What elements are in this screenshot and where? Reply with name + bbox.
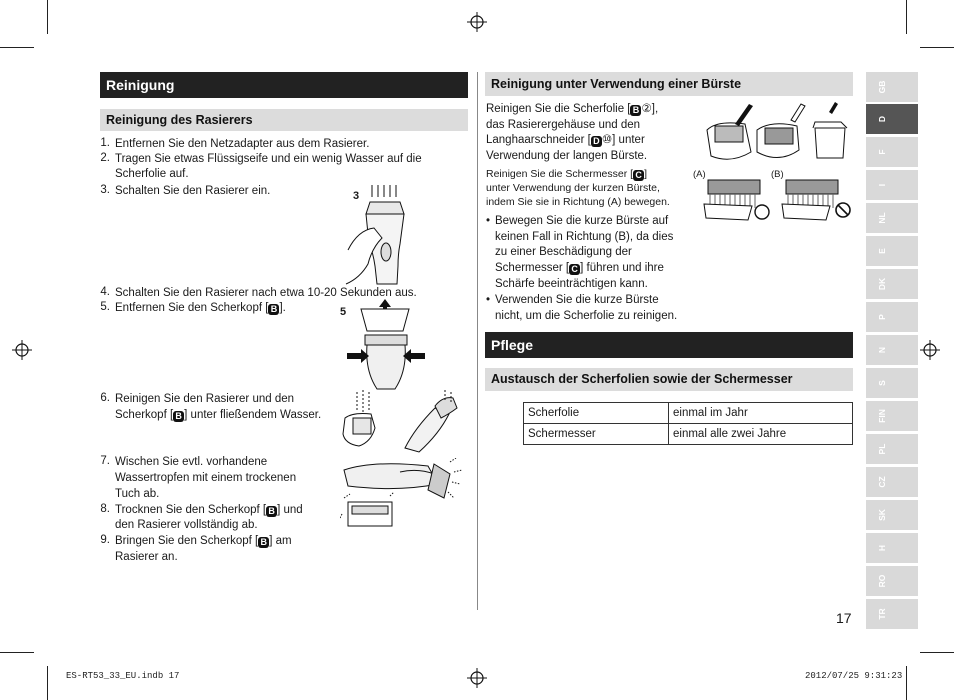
bullet-item: • Bewegen Sie die kurze Bürste auf keinen Fall in Richtung (B), da dies zu einer Beschädigung der Schermesser [ C ] führen und ihre Schärfe beeinträchtigen kann. — [486, 215, 674, 290]
language-tab-label: DK — [877, 277, 887, 291]
table-cell: einmal im Jahr — [669, 403, 853, 424]
registration-target-icon — [920, 340, 940, 360]
step-number: 5. — [100, 301, 110, 313]
language-tab-cz[interactable] — [866, 467, 918, 497]
step-number: 6. — [100, 392, 110, 404]
crop-mark — [47, 666, 48, 700]
step-text: Scherkopf [ B ] unter fließendem Wasser. — [115, 409, 322, 421]
brush-cleaning-illustration — [695, 100, 855, 170]
step-number: 3. — [100, 184, 110, 196]
step-number: 7. — [100, 455, 110, 467]
paragraph-text: Reinigen Sie die Scherfolie [ B ②], das Rasierergehäuse und den Langhaarschneider [ D ⑩] unter Verwendung der langen Bürste. — [486, 103, 659, 162]
language-tab-p[interactable] — [866, 302, 918, 332]
crop-mark — [0, 652, 34, 653]
step-text: den Rasierer vollständig ab. — [115, 519, 258, 531]
language-tab-tr[interactable] — [866, 599, 918, 629]
step-text: Rasierer an. — [115, 551, 178, 563]
step-text: Schalten Sie den Rasierer nach etwa 10-20 Sekunden aus. — [115, 287, 417, 299]
key-c-icon: C — [633, 170, 644, 181]
column-divider — [477, 72, 478, 610]
key-d-icon: D — [591, 136, 602, 147]
step-text: Schalten Sie den Rasierer ein. — [115, 185, 271, 197]
step-text: Entfernen Sie den Netzadapter aus dem Rasierer. — [115, 138, 370, 150]
step-number: 9. — [100, 534, 110, 546]
step-number: 8. — [100, 503, 110, 515]
language-tab-label: SK — [877, 509, 887, 521]
language-tab-label: N — [877, 346, 887, 354]
step-number: 2. — [100, 152, 110, 164]
language-tab-h[interactable] — [866, 533, 918, 563]
step-text: Tragen Sie etwas Flüssigseife und ein wenig Wasser auf die — [115, 153, 422, 165]
language-tab-label: D — [877, 115, 887, 123]
figure-label-b: (B) — [771, 169, 784, 180]
language-tab-n[interactable] — [866, 335, 918, 365]
key-b-icon: B — [266, 506, 277, 517]
replacement-table — [523, 402, 853, 445]
step-text: Tuch ab. — [115, 488, 160, 500]
language-tab-label: I — [877, 183, 887, 187]
language-tab-label: FIN — [877, 409, 887, 423]
language-tab-label: H — [877, 544, 887, 552]
language-tab-label: F — [877, 149, 887, 155]
step-text: Wassertropfen mit einem trockenen — [115, 472, 297, 484]
language-tab-nl[interactable] — [866, 203, 918, 233]
step-text: Trocknen Sie den Scherkopf [ B ] und — [115, 504, 303, 516]
language-tab-d[interactable] — [866, 104, 918, 134]
page-number: 17 — [836, 610, 852, 626]
step-text: Reinigen Sie den Rasierer und den — [115, 393, 295, 405]
language-tab-label: S — [877, 380, 887, 386]
remove-shaving-head-illustration — [345, 297, 427, 391]
rinse-under-water-illustration — [335, 388, 465, 454]
language-tab-label: PL — [877, 443, 887, 455]
key-b-icon: B — [173, 411, 184, 422]
language-tab-dk[interactable] — [866, 269, 918, 299]
key-b-icon: B — [268, 304, 279, 315]
language-tab-f[interactable] — [866, 137, 918, 167]
language-tab-label: TR — [877, 608, 887, 620]
subsection-title-replace: Austausch der Scherfolien sowie der Schermesser — [485, 368, 853, 391]
step-text: Scherfolie auf. — [115, 168, 189, 180]
step-text: Wischen Sie evtl. vorhandene — [115, 456, 268, 468]
key-c-icon: C — [569, 264, 580, 275]
language-tab-label: RO — [877, 574, 887, 588]
table-cell: Scherfolie — [524, 403, 669, 424]
language-tab-label: GB — [877, 80, 887, 94]
shaver-with-soap-illustration — [340, 180, 415, 288]
bullet-item: • Verwenden Sie die kurze Bürste nicht, um die Scherfolie zu reinigen. — [486, 294, 678, 322]
step-number: 4. — [100, 286, 110, 298]
crop-mark — [0, 47, 34, 48]
language-tab-s[interactable] — [866, 368, 918, 398]
crop-mark — [906, 666, 907, 700]
registration-target-icon — [12, 340, 32, 360]
figure-label: 3 — [353, 190, 360, 202]
crop-mark — [47, 0, 48, 34]
section-title-reinigung: Reinigung — [100, 72, 468, 98]
language-tab-label: E — [877, 248, 887, 254]
language-tab-label: NL — [877, 212, 887, 224]
step-number: 1. — [100, 137, 110, 149]
key-b-icon: B — [630, 105, 641, 116]
section-title-pflege: Pflege — [485, 332, 853, 358]
footer-datetime: 2012/07/25 9:31:23 — [805, 671, 903, 681]
language-tab-sk[interactable] — [866, 500, 918, 530]
subsection-title-brush: Reinigung unter Verwendung einer Bürste — [485, 72, 853, 96]
step-text: Bringen Sie den Scherkopf [ B ] am — [115, 535, 292, 547]
language-tab-e[interactable] — [866, 236, 918, 266]
table-cell: Schermesser — [524, 424, 669, 445]
table-cell: einmal alle zwei Jahre — [669, 424, 853, 445]
dry-shaver-illustration — [340, 458, 462, 538]
footer-file: ES-RT53_33_EU.indb 17 — [66, 671, 180, 681]
crop-mark — [920, 652, 954, 653]
language-tab-i[interactable] — [866, 170, 918, 200]
language-tab-label: CZ — [877, 476, 887, 488]
short-brush-direction-illustration — [698, 178, 858, 228]
table-row — [524, 424, 853, 445]
figure-label-a: (A) — [693, 169, 706, 180]
key-b-icon: B — [258, 537, 269, 548]
subsection-title: Reinigung des Rasierers — [100, 109, 468, 131]
language-tab-gb[interactable] — [866, 72, 918, 102]
language-tab-label: P — [877, 314, 887, 320]
language-tab-ro[interactable] — [866, 566, 918, 596]
crop-mark — [920, 47, 954, 48]
crop-mark — [906, 0, 907, 34]
language-tab-pl[interactable] — [866, 434, 918, 464]
figure-label: 5 — [340, 306, 347, 318]
paragraph-text: Reinigen Sie die Schermesser [ C ] unter Verwendung der kurzen Bürste, indem Sie sie in Richtung (A) bewegen. — [486, 168, 670, 208]
registration-target-icon — [467, 12, 487, 32]
registration-target-icon — [467, 668, 487, 688]
table-row — [524, 403, 853, 424]
language-tab-fin[interactable] — [866, 401, 918, 431]
step-text: Entfernen Sie den Scherkopf [ B ]. — [115, 302, 286, 314]
